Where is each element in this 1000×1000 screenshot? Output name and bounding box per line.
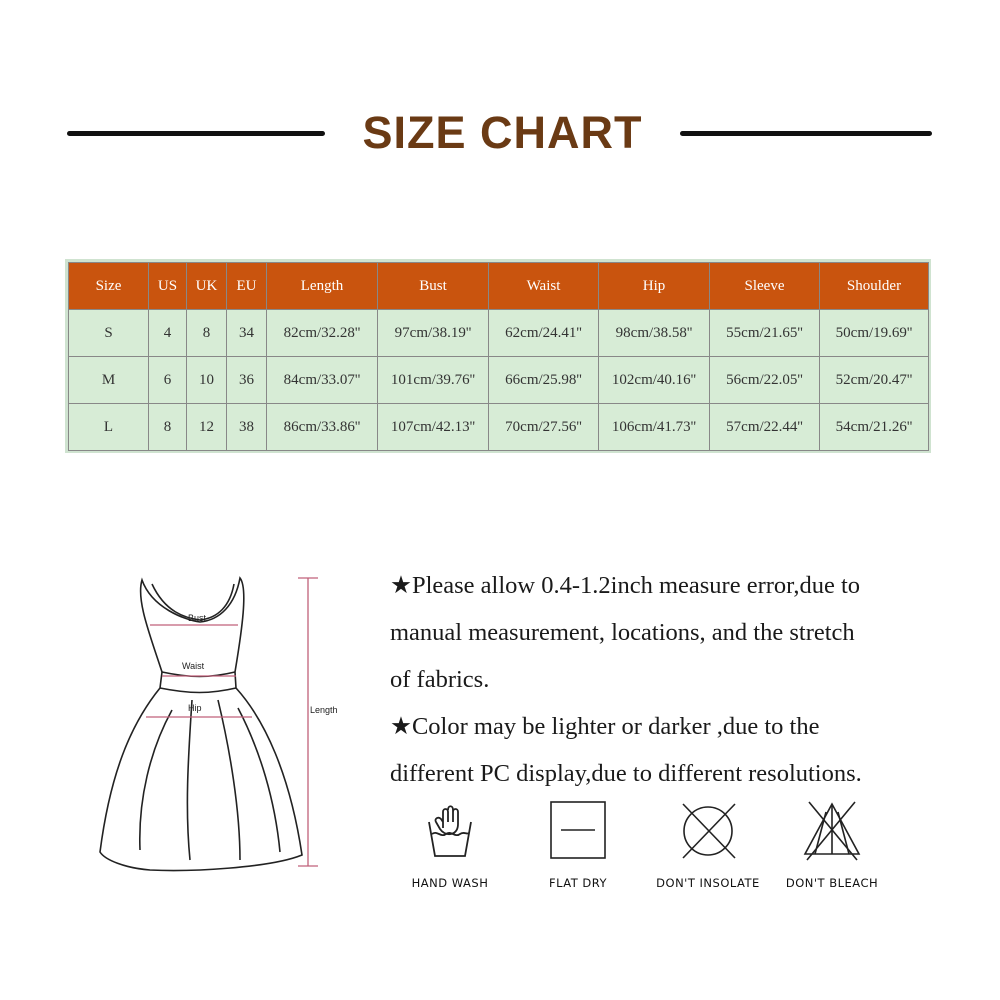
note-line: different PC display,due to different resolutions. <box>390 760 862 787</box>
column-header: Hip <box>599 263 710 310</box>
table-cell: 4 <box>149 310 187 357</box>
skirt-fold <box>238 708 280 852</box>
note-line: ★Color may be lighter or darker ,due to the <box>390 713 820 740</box>
dress-measurement-diagram <box>80 560 360 880</box>
table-cell: 38 <box>227 404 267 451</box>
table-cell: 70cm/27.56'' <box>489 404 599 451</box>
title-rule-right <box>680 131 932 136</box>
table-cell: 6 <box>149 357 187 404</box>
note-line: manual measurement, locations, and the stretch <box>390 619 855 646</box>
care-label: DON'T INSOLATE <box>656 876 760 890</box>
table-cell: 84cm/33.07'' <box>267 357 378 404</box>
table-cell: 107cm/42.13'' <box>378 404 489 451</box>
table-cell: 8 <box>187 310 227 357</box>
column-header: UK <box>187 263 227 310</box>
hand-wash-icon <box>415 800 485 862</box>
column-header: EU <box>227 263 267 310</box>
column-header: Shoulder <box>820 263 929 310</box>
table-cell: 97cm/38.19'' <box>378 310 489 357</box>
care-dont-bleach <box>772 800 892 890</box>
table-cell: M <box>69 357 149 404</box>
table-cell: 10 <box>187 357 227 404</box>
table-cell: 8 <box>149 404 187 451</box>
table-cell: 106cm/41.73'' <box>599 404 710 451</box>
waist-label: Waist <box>182 661 205 671</box>
table-cell: 55cm/21.65'' <box>710 310 820 357</box>
hip-label: Hip <box>188 703 202 713</box>
table-cell: 34 <box>227 310 267 357</box>
table-cell: 102cm/40.16'' <box>599 357 710 404</box>
table-row <box>69 357 929 404</box>
table-cell: 36 <box>227 357 267 404</box>
table-cell: 66cm/25.98'' <box>489 357 599 404</box>
column-header: Sleeve <box>710 263 820 310</box>
size-table <box>68 262 929 451</box>
table-cell: 12 <box>187 404 227 451</box>
skirt-fold <box>218 700 240 860</box>
table-cell: 62cm/24.41'' <box>489 310 599 357</box>
table-cell: L <box>69 404 149 451</box>
title-rule-left <box>67 131 325 136</box>
care-label: DON'T BLEACH <box>785 876 879 890</box>
table-cell: 52cm/20.47'' <box>820 357 929 404</box>
flat-dry-icon <box>543 800 613 862</box>
waistband-bottom <box>160 688 236 693</box>
table-cell: 86cm/33.86'' <box>267 404 378 451</box>
column-header: Size <box>69 263 149 310</box>
table-row <box>69 404 929 451</box>
table-cell: S <box>69 310 149 357</box>
dont-insolate-icon <box>673 800 743 862</box>
column-header: Bust <box>378 263 489 310</box>
note-line: of fabrics. <box>390 666 490 693</box>
note-line: ★Please allow 0.4-1.2inch measure error,due to <box>390 572 860 599</box>
table-header-row <box>69 263 929 310</box>
size-table-frame <box>65 259 931 453</box>
skirt-fold <box>187 700 192 860</box>
care-dont-insolate <box>648 800 768 890</box>
column-header: Waist <box>489 263 599 310</box>
dont-bleach-icon <box>797 800 867 862</box>
care-label: HAND WASH <box>411 876 489 890</box>
care-flat-dry <box>518 800 638 890</box>
table-cell: 101cm/39.76'' <box>378 357 489 404</box>
table-cell: 98cm/38.58'' <box>599 310 710 357</box>
table-cell: 82cm/32.28'' <box>267 310 378 357</box>
table-cell: 50cm/19.69'' <box>820 310 929 357</box>
table-cell: 57cm/22.44'' <box>710 404 820 451</box>
table-cell: 54cm/21.26'' <box>820 404 929 451</box>
length-label: Length <box>310 705 338 715</box>
table-row <box>69 310 929 357</box>
page-title: SIZE CHART <box>362 107 643 158</box>
skirt-fold <box>140 710 172 850</box>
column-header: Length <box>267 263 378 310</box>
care-label: FLAT DRY <box>548 876 608 890</box>
column-header: US <box>149 263 187 310</box>
bust-label: Bust <box>188 613 207 623</box>
table-cell: 56cm/22.05'' <box>710 357 820 404</box>
measurement-notes <box>390 562 950 797</box>
care-hand-wash <box>390 800 510 890</box>
